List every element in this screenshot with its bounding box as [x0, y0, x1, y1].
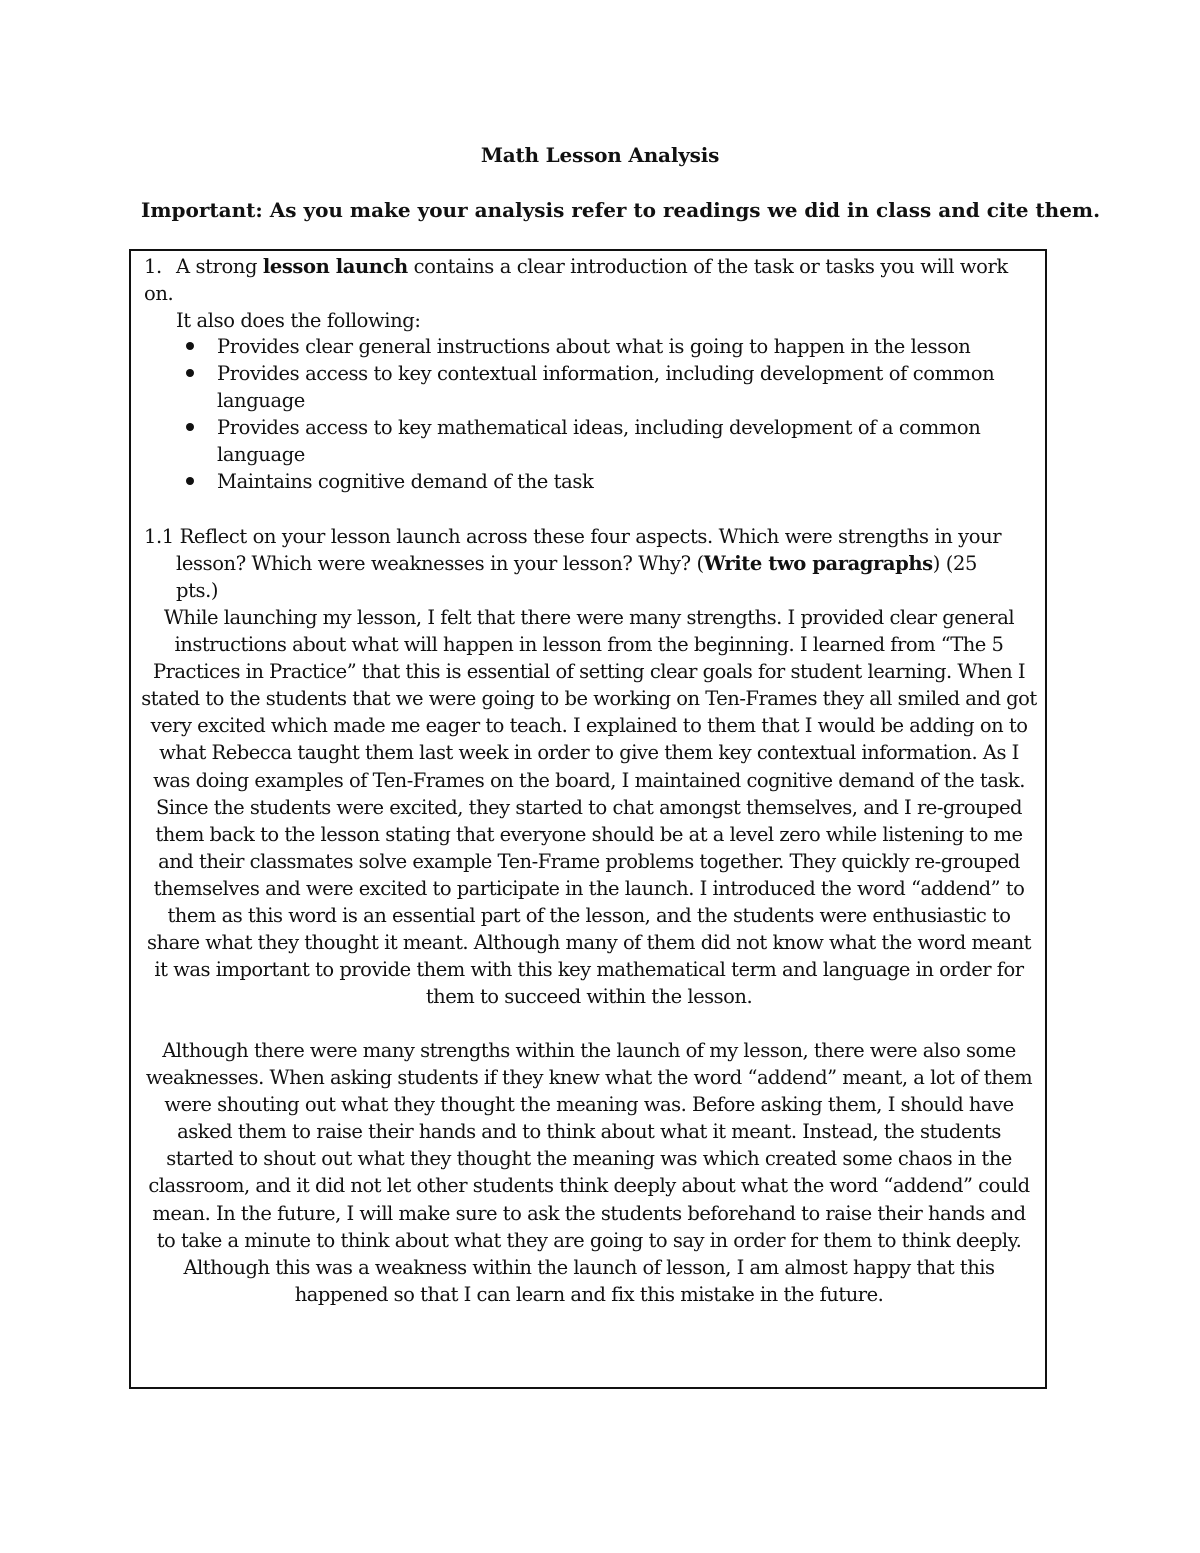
lesson-launch-term: lesson launch	[262, 255, 408, 278]
question-1-1-line-2	[144, 550, 1024, 604]
criteria-list	[184, 333, 1014, 495]
write-two-paragraphs: Write two paragraphs	[703, 552, 933, 575]
question-1-text-post: contains a clear introduction of the task or tasks you will work on.	[144, 255, 1008, 305]
important-note	[141, 198, 1101, 222]
question-1-1-text-post: ) (25 pts.)	[176, 552, 977, 602]
list-item-text: Provides access to key contextual information, including development of common language	[217, 362, 995, 412]
bullet-icon	[186, 423, 194, 431]
important-label: Important:	[141, 198, 263, 222]
bullet-icon	[186, 342, 194, 350]
question-1-1	[144, 523, 1024, 604]
answer-paragraph-1: While launching my lesson, I felt that there were many strengths. I provided clear general instructions about what will happen in lesson from the beginning. I learned from “The 5 Practices in Practice” that this is essential of setting clear goals for student learning. When I stated to the students that we were going to be working on Ten-Frames they all smiled and got very excited which made me eager to teach. I explained to them that I would be adding on to what Rebecca taught them last week in order to give them key contextual information. As I was doing examples of Ten-Frames on the board, I maintained cognitive demand of the task. Since the students were excited, they started to chat amongst themselves, and I re-grouped them back to the lesson stating that everyone should be at a level zero while listening to me and their classmates solve example Ten-Frame problems together. They quickly re-grouped themselves and were excited to participate in the launch. I introduced the word “addend” to them as this word is an essential part of the lesson, and the students were enthusiastic to share what they thought it meant. Although many of them did not know what the word meant it was important to provide them with this key mathematical term and language in order for them to succeed within the lesson.	[141, 606, 1037, 1009]
list-item	[184, 333, 1014, 360]
question-1-1-text-pre: lesson? Which were weaknesses in your lesson? Why? (	[176, 552, 704, 575]
question-1	[144, 253, 1034, 334]
answer-paragraph-2: Although there were many strengths within the launch of my lesson, there were also some weaknesses. When asking students if they knew what the word “addend” meant, a lot of them were shouting out what they thought the meaning was. Before asking them, I should have asked them to raise their hands and to think about what it meant. Instead, the students started to shout out what they thought the meaning was which created some chaos in the classroom, and it did not let other students think deeply about what the word “addend” could mean. In the future, I will make sure to ask the students beforehand to raise their hands and to take a minute to think about what they are going to say in order for them to think deeply. Although this was a weakness within the launch of lesson, I am almost happy that this happened so that I can learn and fix this mistake in the future.	[145, 1039, 1033, 1306]
page-title: Math Lesson Analysis	[480, 143, 720, 167]
list-item-text: Maintains cognitive demand of the task	[217, 470, 594, 493]
question-1-line-1	[144, 253, 1034, 307]
list-item	[184, 414, 1014, 468]
important-text: As you make your analysis refer to readings we did in class and cite them.	[262, 198, 1101, 222]
list-item-text: Provides access to key mathematical ideas, including development of a common language	[217, 416, 981, 466]
list-item	[184, 468, 1014, 495]
list-item-text: Provides clear general instructions about what is going to happen in the lesson	[217, 335, 971, 358]
bullet-icon	[186, 477, 194, 485]
bullet-icon	[186, 369, 194, 377]
question-1-line-2: It also does the following:	[176, 309, 421, 332]
question-1-text-pre: A strong	[176, 255, 263, 278]
question-1-1-line-1: 1.1 Reflect on your lesson launch across these four aspects. Which were strengths in your	[144, 525, 1002, 548]
question-number: 1.	[144, 255, 162, 278]
list-item	[184, 360, 1014, 414]
